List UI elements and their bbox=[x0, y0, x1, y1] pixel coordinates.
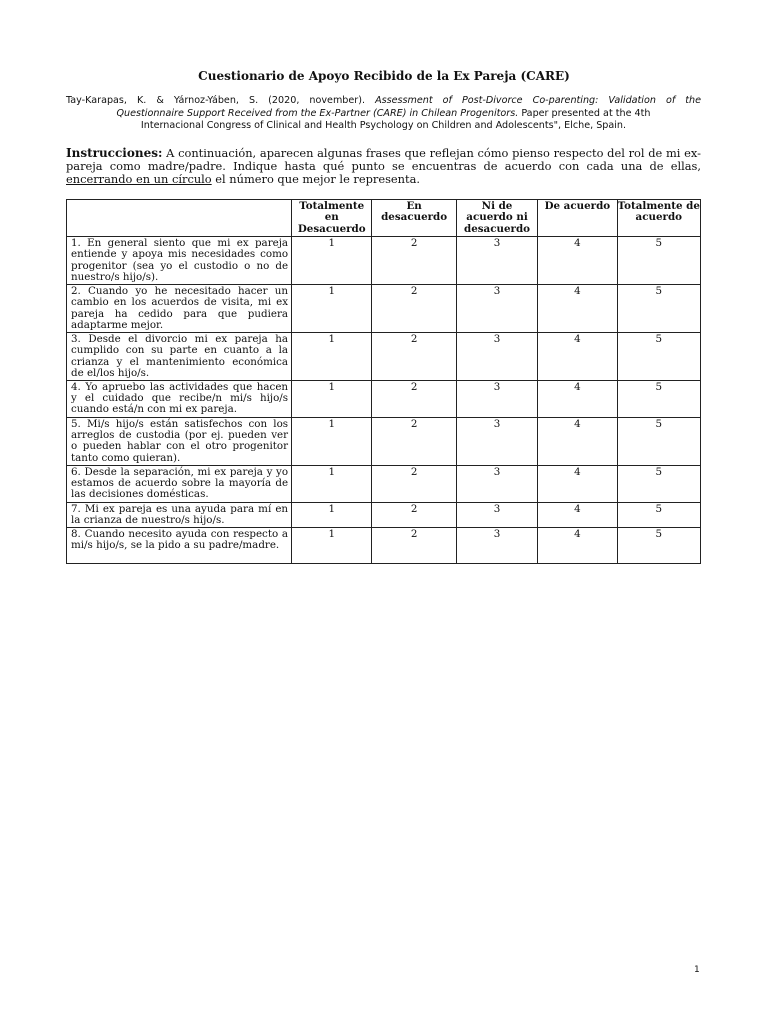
scale-option[interactable]: 2 bbox=[372, 333, 456, 381]
scale-option[interactable]: 4 bbox=[538, 417, 617, 465]
table-row bbox=[67, 333, 701, 381]
table-row bbox=[67, 417, 701, 465]
scale-option[interactable]: 5 bbox=[617, 237, 700, 285]
instructions-underlined: encerrando en un círculo bbox=[66, 172, 212, 186]
item-text: 7. Mi ex pareja es una ayuda para mí en la crianza de nuestro/s hijo/s. bbox=[67, 502, 292, 527]
table-row bbox=[67, 285, 701, 333]
item-text: 4. Yo apruebo las actividades que hacen y el cuidado que recibe/n mi/s hijo/s cuando está/n con mi ex pareja. bbox=[67, 380, 292, 417]
scale-option[interactable]: 3 bbox=[456, 502, 537, 527]
header-cell: Totalmente de acuerdo bbox=[617, 200, 700, 237]
citation-title-part-1: Assessment of Post-Divorce Co-parenting: Validation of the bbox=[375, 95, 702, 106]
instructions-tail: el número que mejor le representa. bbox=[211, 172, 421, 186]
scale-option[interactable]: 3 bbox=[456, 237, 537, 285]
scale-option[interactable]: 4 bbox=[538, 333, 617, 381]
scale-option[interactable]: 3 bbox=[456, 465, 537, 502]
item-text: 6. Desde la separación, mi ex pareja y yo estamos de acuerdo sobre la mayoría de las decisiones domésticas. bbox=[67, 465, 292, 502]
scale-option[interactable]: 1 bbox=[292, 237, 372, 285]
instructions-lead: Instrucciones: bbox=[66, 146, 163, 160]
scale-option[interactable]: 4 bbox=[538, 237, 617, 285]
item-text: 1. En general siento que mi ex pareja entiende y apoya mis necesidades como progenitor (sea yo el custodio o no de nuestro/s hijo/s). bbox=[67, 237, 292, 285]
scale-option[interactable]: 4 bbox=[538, 527, 617, 563]
scale-option[interactable]: 1 bbox=[292, 380, 372, 417]
scale-option[interactable]: 2 bbox=[372, 237, 456, 285]
scale-option[interactable]: 5 bbox=[617, 285, 700, 333]
scale-option[interactable]: 2 bbox=[372, 465, 456, 502]
table-header-row bbox=[67, 200, 701, 237]
header-cell: En desacuerdo bbox=[372, 200, 456, 237]
header-item bbox=[67, 200, 292, 237]
scale-option[interactable]: 5 bbox=[617, 527, 700, 563]
citation-authors: Tay-Karapas, K. & Yárnoz-Yáben, S. (2020, november). bbox=[66, 95, 376, 106]
scale-option[interactable]: 2 bbox=[372, 285, 456, 333]
scale-option[interactable]: 5 bbox=[617, 502, 700, 527]
header-cell: De acuerdo bbox=[538, 200, 617, 237]
scale-option[interactable]: 4 bbox=[538, 285, 617, 333]
scale-option[interactable]: 5 bbox=[617, 380, 700, 417]
instructions bbox=[66, 147, 701, 186]
scale-option[interactable]: 5 bbox=[617, 417, 700, 465]
scale-option[interactable]: 1 bbox=[292, 333, 372, 381]
item-text: 2. Cuando yo he necesitado hacer un cambio en los acuerdos de visita, mi ex pareja ha cedido para que pudiera adaptarme mejor. bbox=[67, 285, 292, 333]
scale-option[interactable]: 4 bbox=[538, 502, 617, 527]
care-table bbox=[66, 199, 701, 564]
scale-option[interactable]: 3 bbox=[456, 285, 537, 333]
citation-title-part-2: Questionnaire Support Received from the Ex-Partner (CARE) in Chilean Progenitors. bbox=[116, 107, 519, 119]
scale-option[interactable]: 1 bbox=[292, 417, 372, 465]
table-row bbox=[67, 237, 701, 285]
table-row bbox=[67, 465, 701, 502]
item-text: 8. Cuando necesito ayuda con respecto a mi/s hijo/s, se la pido a su padre/madre. bbox=[67, 527, 292, 563]
page-title: Cuestionario de Apoyo Recibido de la Ex Pareja (CARE) bbox=[198, 69, 570, 83]
scale-option[interactable]: 3 bbox=[456, 527, 537, 563]
item-text: 5. Mi/s hijo/s están satisfechos con los arreglos de custodia (por ej. pueden ver o pueden hablar con el otro progenitor tanto como quieran). bbox=[67, 417, 292, 465]
scale-option[interactable]: 1 bbox=[292, 465, 372, 502]
scale-option[interactable]: 5 bbox=[617, 333, 700, 381]
scale-option[interactable]: 2 bbox=[372, 417, 456, 465]
table-row bbox=[67, 527, 701, 563]
scale-option[interactable]: 4 bbox=[538, 465, 617, 502]
scale-option[interactable]: 3 bbox=[456, 417, 537, 465]
table-row bbox=[67, 502, 701, 527]
scale-option[interactable]: 3 bbox=[456, 333, 537, 381]
citation-line-3: Internacional Congress of Clinical and Health Psychology on Children and Adolescents", Elche, Spain. bbox=[140, 120, 627, 132]
scale-option[interactable]: 1 bbox=[292, 285, 372, 333]
scale-option[interactable]: 2 bbox=[372, 527, 456, 563]
citation-venue: Paper presented at the 4th bbox=[518, 107, 651, 119]
header-cell: Ni de acuerdo ni desacuerdo bbox=[456, 200, 537, 237]
scale-option[interactable]: 3 bbox=[456, 380, 537, 417]
scale-option[interactable]: 1 bbox=[292, 502, 372, 527]
page-number: 1 bbox=[694, 965, 700, 975]
scale-option[interactable]: 1 bbox=[292, 527, 372, 563]
citation-line-1 bbox=[66, 95, 701, 108]
citation bbox=[66, 95, 701, 133]
header-cell: Totalmente en Desacuerdo bbox=[292, 200, 372, 237]
item-text: 3. Desde el divorcio mi ex pareja ha cumplido con su parte en cuanto a la crianza y el mantenimiento económica de el/los hijo/s. bbox=[67, 333, 292, 381]
instructions-text: A continuación, aparecen algunas frases que reflejan cómo pienso respecto del rol de mi ex-pareja como madre/padre. Indique hasta qué punto se encuentras de acuerdo con cada una de ellas, bbox=[66, 146, 701, 173]
citation-line-2 bbox=[66, 108, 701, 121]
scale-option[interactable]: 2 bbox=[372, 380, 456, 417]
scale-option[interactable]: 2 bbox=[372, 502, 456, 527]
table-row bbox=[67, 380, 701, 417]
scale-option[interactable]: 5 bbox=[617, 465, 700, 502]
scale-option[interactable]: 4 bbox=[538, 380, 617, 417]
